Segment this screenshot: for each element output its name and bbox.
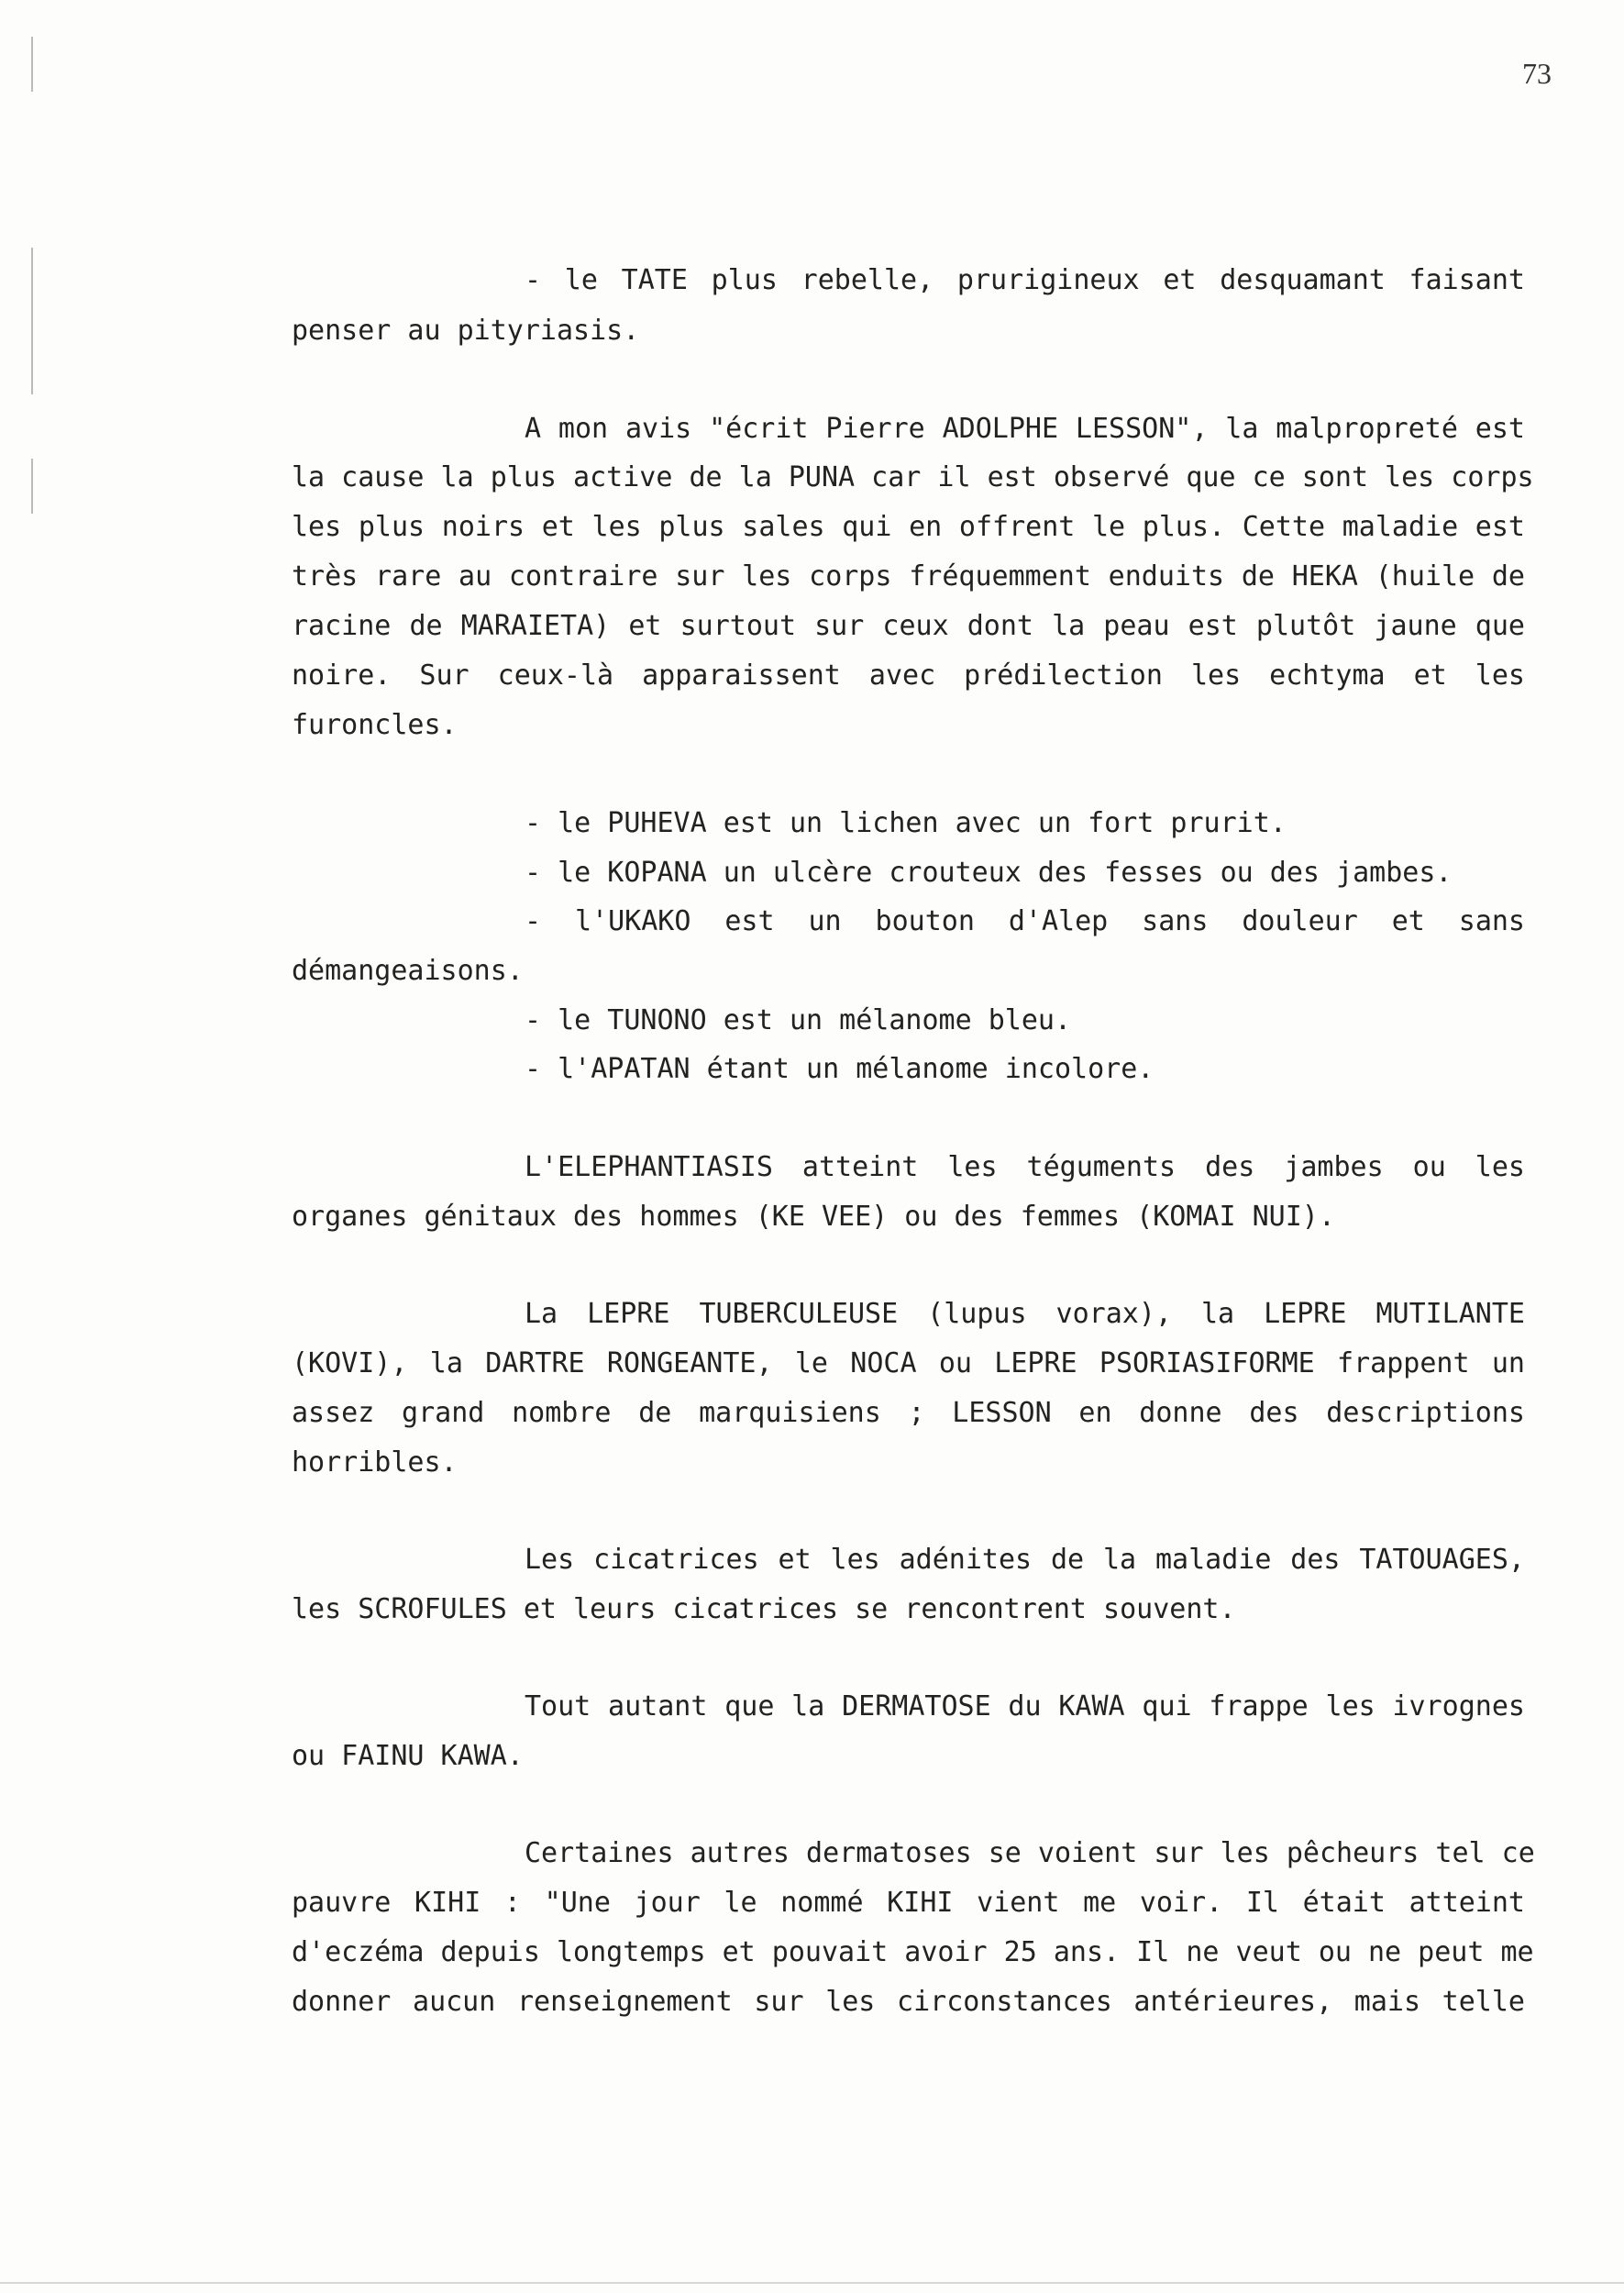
text-line: donner aucun renseignement sur les circonstances antérieures, mais telle <box>292 1986 1525 2018</box>
text-line: les plus noirs et les plus sales qui en offrent le plus. Cette maladie est <box>292 511 1525 543</box>
list-item: - l'UKAKO est un bouton d'Alep sans douleur et sans <box>525 905 1525 937</box>
text-line: (KOVI), la DARTRE RONGEANTE, le NOCA ou LEPRE PSORIASIFORME frappent un <box>292 1347 1525 1379</box>
text-line: ou FAINU KAWA. <box>292 1740 524 1772</box>
text-line: d'eczéma depuis longtemps et pouvait avoir 25 ans. Il ne veut ou ne peut me <box>292 1936 1534 1968</box>
text-line: les SCROFULES et leurs cicatrices se rencontrent souvent. <box>292 1593 1236 1625</box>
text-line: A mon avis "écrit Pierre ADOLPHE LESSON", la malpropreté est <box>525 413 1525 445</box>
text-line: - le TATE plus rebelle, prurigineux et desquamant faisant <box>525 264 1525 296</box>
text-line: très rare au contraire sur les corps fréquemment enduits de HEKA (huile de <box>292 560 1525 593</box>
text-line: furoncles. <box>292 709 458 741</box>
text-line: démangeaisons. <box>292 955 524 987</box>
text-line: assez grand nombre de marquisiens ; LESSON en donne des descriptions <box>292 1397 1525 1429</box>
list-item: - le TUNONO est un mélanome bleu. <box>525 1004 1072 1036</box>
text-line: La LEPRE TUBERCULEUSE (lupus vorax), la LEPRE MUTILANTE <box>525 1298 1525 1330</box>
text-line: Certaines autres dermatoses se voient sur les pêcheurs tel ce <box>525 1837 1535 1869</box>
text-line: racine de MARAIETA) et surtout sur ceux dont la peau est plutôt jaune que <box>292 610 1525 642</box>
page-number: 73 <box>1522 57 1552 90</box>
text-line: penser au pityriasis. <box>292 315 640 347</box>
text-line: Tout autant que la DERMATOSE du KAWA qui frappe les ivrognes <box>525 1690 1525 1723</box>
list-item: - l'APATAN étant un mélanome incolore. <box>525 1053 1154 1085</box>
text-line: la cause la plus active de la PUNA car il est observé que ce sont les corps <box>292 461 1534 493</box>
text-line: noire. Sur ceux-là apparaissent avec prédilection les echtyma et les <box>292 659 1525 692</box>
list-item: - le KOPANA un ulcère crouteux des fesses ou des jambes. <box>525 857 1453 889</box>
text-line: organes génitaux des hommes (KE VEE) ou des femmes (KOMAI NUI). <box>292 1201 1335 1233</box>
binding-mark <box>31 37 33 92</box>
text-line: horribles. <box>292 1446 458 1479</box>
binding-mark <box>31 248 33 394</box>
text-line: Les cicatrices et les adénites de la maladie des TATOUAGES, <box>525 1544 1525 1576</box>
text-line: L'ELEPHANTIASIS atteint les téguments des jambes ou les <box>525 1151 1525 1183</box>
page-bottom-edge <box>0 2282 1624 2284</box>
list-item: - le PUHEVA est un lichen avec un fort prurit. <box>525 807 1287 839</box>
binding-mark <box>31 459 33 514</box>
text-line: pauvre KIHI : "Une jour le nommé KIHI vient me voir. Il était atteint <box>292 1887 1525 1919</box>
